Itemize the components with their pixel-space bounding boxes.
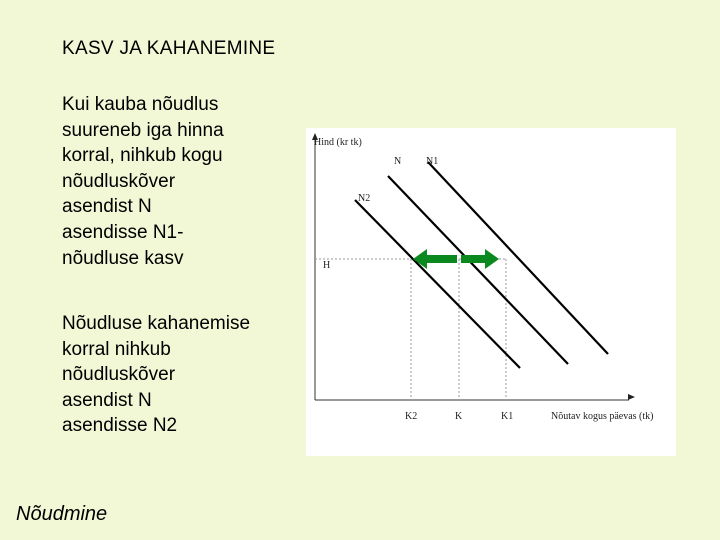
text-line: Kui kauba nõudlus bbox=[62, 94, 219, 115]
text-line: asendisse N1- bbox=[62, 221, 184, 243]
curve-label-n2: N2 bbox=[358, 193, 371, 204]
slide-title: KASV JA KAHANEMINE bbox=[62, 38, 276, 59]
text-line: asendist N bbox=[62, 389, 152, 411]
demand-curve-n2 bbox=[355, 200, 520, 368]
quantity-label-k2: K2 bbox=[405, 411, 418, 422]
curve-label-n: N bbox=[394, 156, 402, 167]
arrow-right-icon bbox=[461, 249, 499, 269]
curve-label-n1: N1 bbox=[426, 156, 439, 167]
quantity-label-k1: K1 bbox=[501, 411, 514, 422]
text-line: nõudluse kasv bbox=[62, 247, 184, 269]
text-line: asendisse N2 bbox=[62, 415, 178, 437]
x-axis-arrowhead bbox=[628, 394, 635, 400]
diagram-svg bbox=[306, 128, 676, 456]
text-line: korral, nihkub kogu bbox=[62, 145, 223, 167]
paragraph-demand-increase bbox=[62, 92, 302, 271]
text-line: nõudluskõver bbox=[62, 170, 176, 192]
text-line: korral nihkub bbox=[62, 338, 171, 360]
y-axis-label: Hind (kr tk) bbox=[314, 137, 362, 148]
x-axis-label: Nõutav kogus päevas (tk) bbox=[551, 411, 654, 422]
paragraph-demand-decrease bbox=[62, 311, 302, 439]
text-line: Nõudluse kahanemise bbox=[62, 313, 251, 334]
text-line: asendist N bbox=[62, 196, 152, 218]
demand-shift-diagram bbox=[306, 128, 676, 456]
text-line: suureneb iga hinna bbox=[62, 119, 224, 141]
footer-label: Nõudmine bbox=[16, 503, 108, 525]
price-label: H bbox=[323, 260, 331, 271]
quantity-label-k: K bbox=[455, 411, 463, 422]
text-line: nõudluskõver bbox=[62, 364, 176, 386]
demand-curve-n bbox=[388, 176, 568, 364]
